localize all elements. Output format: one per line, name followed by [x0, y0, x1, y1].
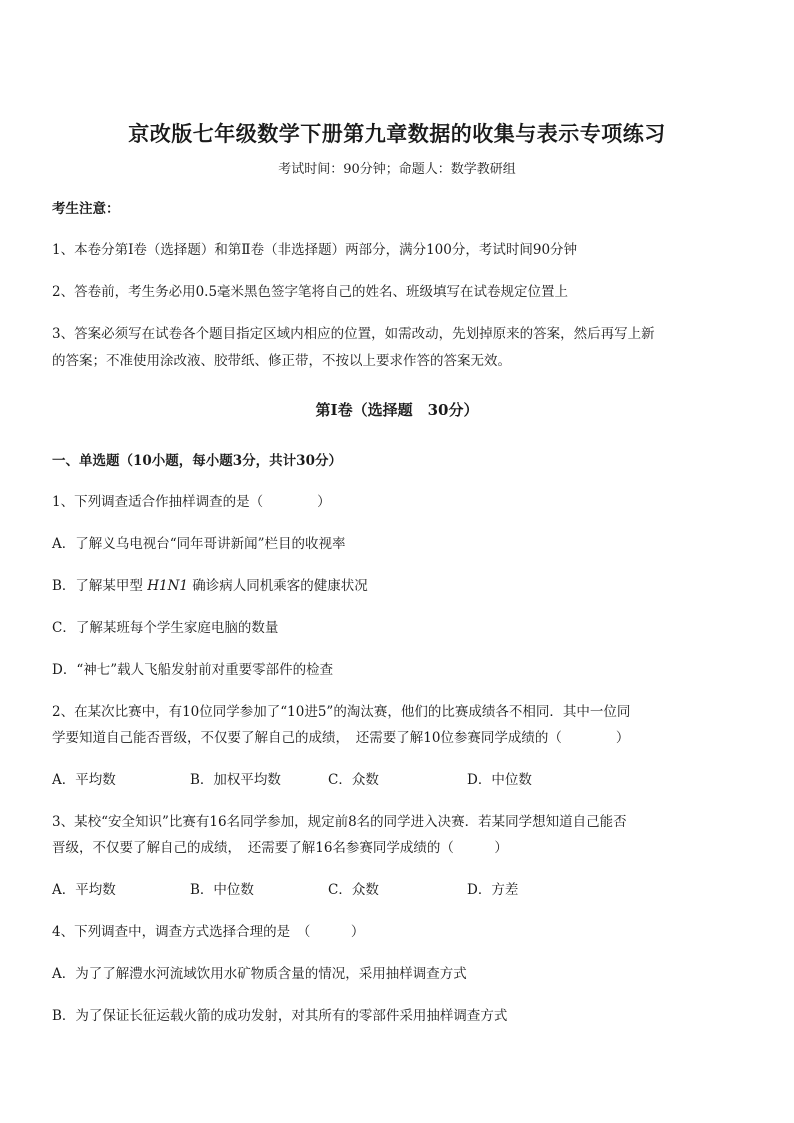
option-b-prefix: B．了解某甲型 [52, 578, 148, 594]
question-4-stem: 4、下列调查中，调查方式选择合理的是 （ ） [52, 924, 365, 940]
page-title: 京改版七年级数学下册第九章数据的收集与表示专项练习 [128, 121, 666, 146]
question-1-option-a: A．了解义乌电视台“同年哥讲新闻”栏目的收视率 [52, 536, 346, 552]
question-2-options [52, 770, 742, 790]
question-3-stem-line-1: 3、某校“安全知识”比赛有16名同学参加，规定前8名的同学进入决赛．若某同学想知道自己能否 [52, 814, 627, 830]
question-2-stem-line-2: 学要知道自己能否晋级，不仅要了解自己的成绩， 还需要了解10位参赛同学成绩的（ ） [52, 730, 630, 746]
section-heading: 一、单选题（10小题，每小题3分，共计30分） [52, 453, 342, 469]
question-1-stem: 1、下列调查适合作抽样调查的是（ ） [52, 494, 331, 510]
question-2-option-c: C．众数 [328, 772, 379, 788]
question-3-option-d: D．方差 [467, 882, 519, 898]
notice-item-3: 3、答案必须写在试卷各个题目指定区域内相应的位置，如需改动，先划掉原来的答案，然后再写上新 [52, 326, 655, 342]
notice-item-2: 2、答卷前，考生务必用0.5毫米黑色签字笔将自己的姓名、班级填写在试卷规定位置上 [52, 284, 569, 300]
exam-info: 考试时间：90分钟；命题人：数学教研组 [278, 162, 516, 177]
question-1-option-c: C．了解某班每个学生家庭电脑的数量 [52, 620, 279, 636]
notice-item-3-cont: 的答案；不准使用涂改液、胶带纸、修正带，不按以上要求作答的答案无效。 [52, 353, 511, 369]
part-heading: 第Ⅰ卷（选择题 30分） [315, 401, 479, 419]
question-3-options [52, 880, 742, 900]
question-3-option-b: B．中位数 [190, 882, 254, 898]
question-3-option-a: A．平均数 [52, 882, 116, 898]
question-2-option-d: D．中位数 [467, 772, 532, 788]
question-2-option-a: A．平均数 [52, 772, 116, 788]
question-2-stem-line-1: 2、在某次比赛中，有10位同学参加了“10进5”的淘汰赛，他们的比赛成绩各不相同．其中一位同 [52, 704, 631, 720]
notice-heading: 考生注意： [52, 201, 120, 217]
notice-item-1: 1、本卷分第Ⅰ卷（选择题）和第Ⅱ卷（非选择题）两部分，满分100分，考试时间90分钟 [52, 242, 578, 258]
question-1-option-b [52, 576, 368, 596]
option-b-suffix: 确诊病人同机乘客的健康状况 [187, 578, 368, 594]
question-4-option-b: B．为了保证长征运载火箭的成功发射，对其所有的零部件采用抽样调查方式 [52, 1008, 508, 1024]
question-1-option-d: D．“神七”载人飞船发射前对重要零部件的检查 [52, 662, 334, 678]
question-2-option-b: B．加权平均数 [190, 772, 281, 788]
question-3-option-c: C．众数 [328, 882, 379, 898]
question-3-stem-line-2: 晋级，不仅要了解自己的成绩， 还需要了解16名参赛同学成绩的（ ） [52, 840, 508, 856]
option-b-virus-name: H1N1 [147, 578, 188, 594]
question-4-option-a: A．为了了解澧水河流域饮用水矿物质含量的情况，采用抽样调查方式 [52, 966, 467, 982]
